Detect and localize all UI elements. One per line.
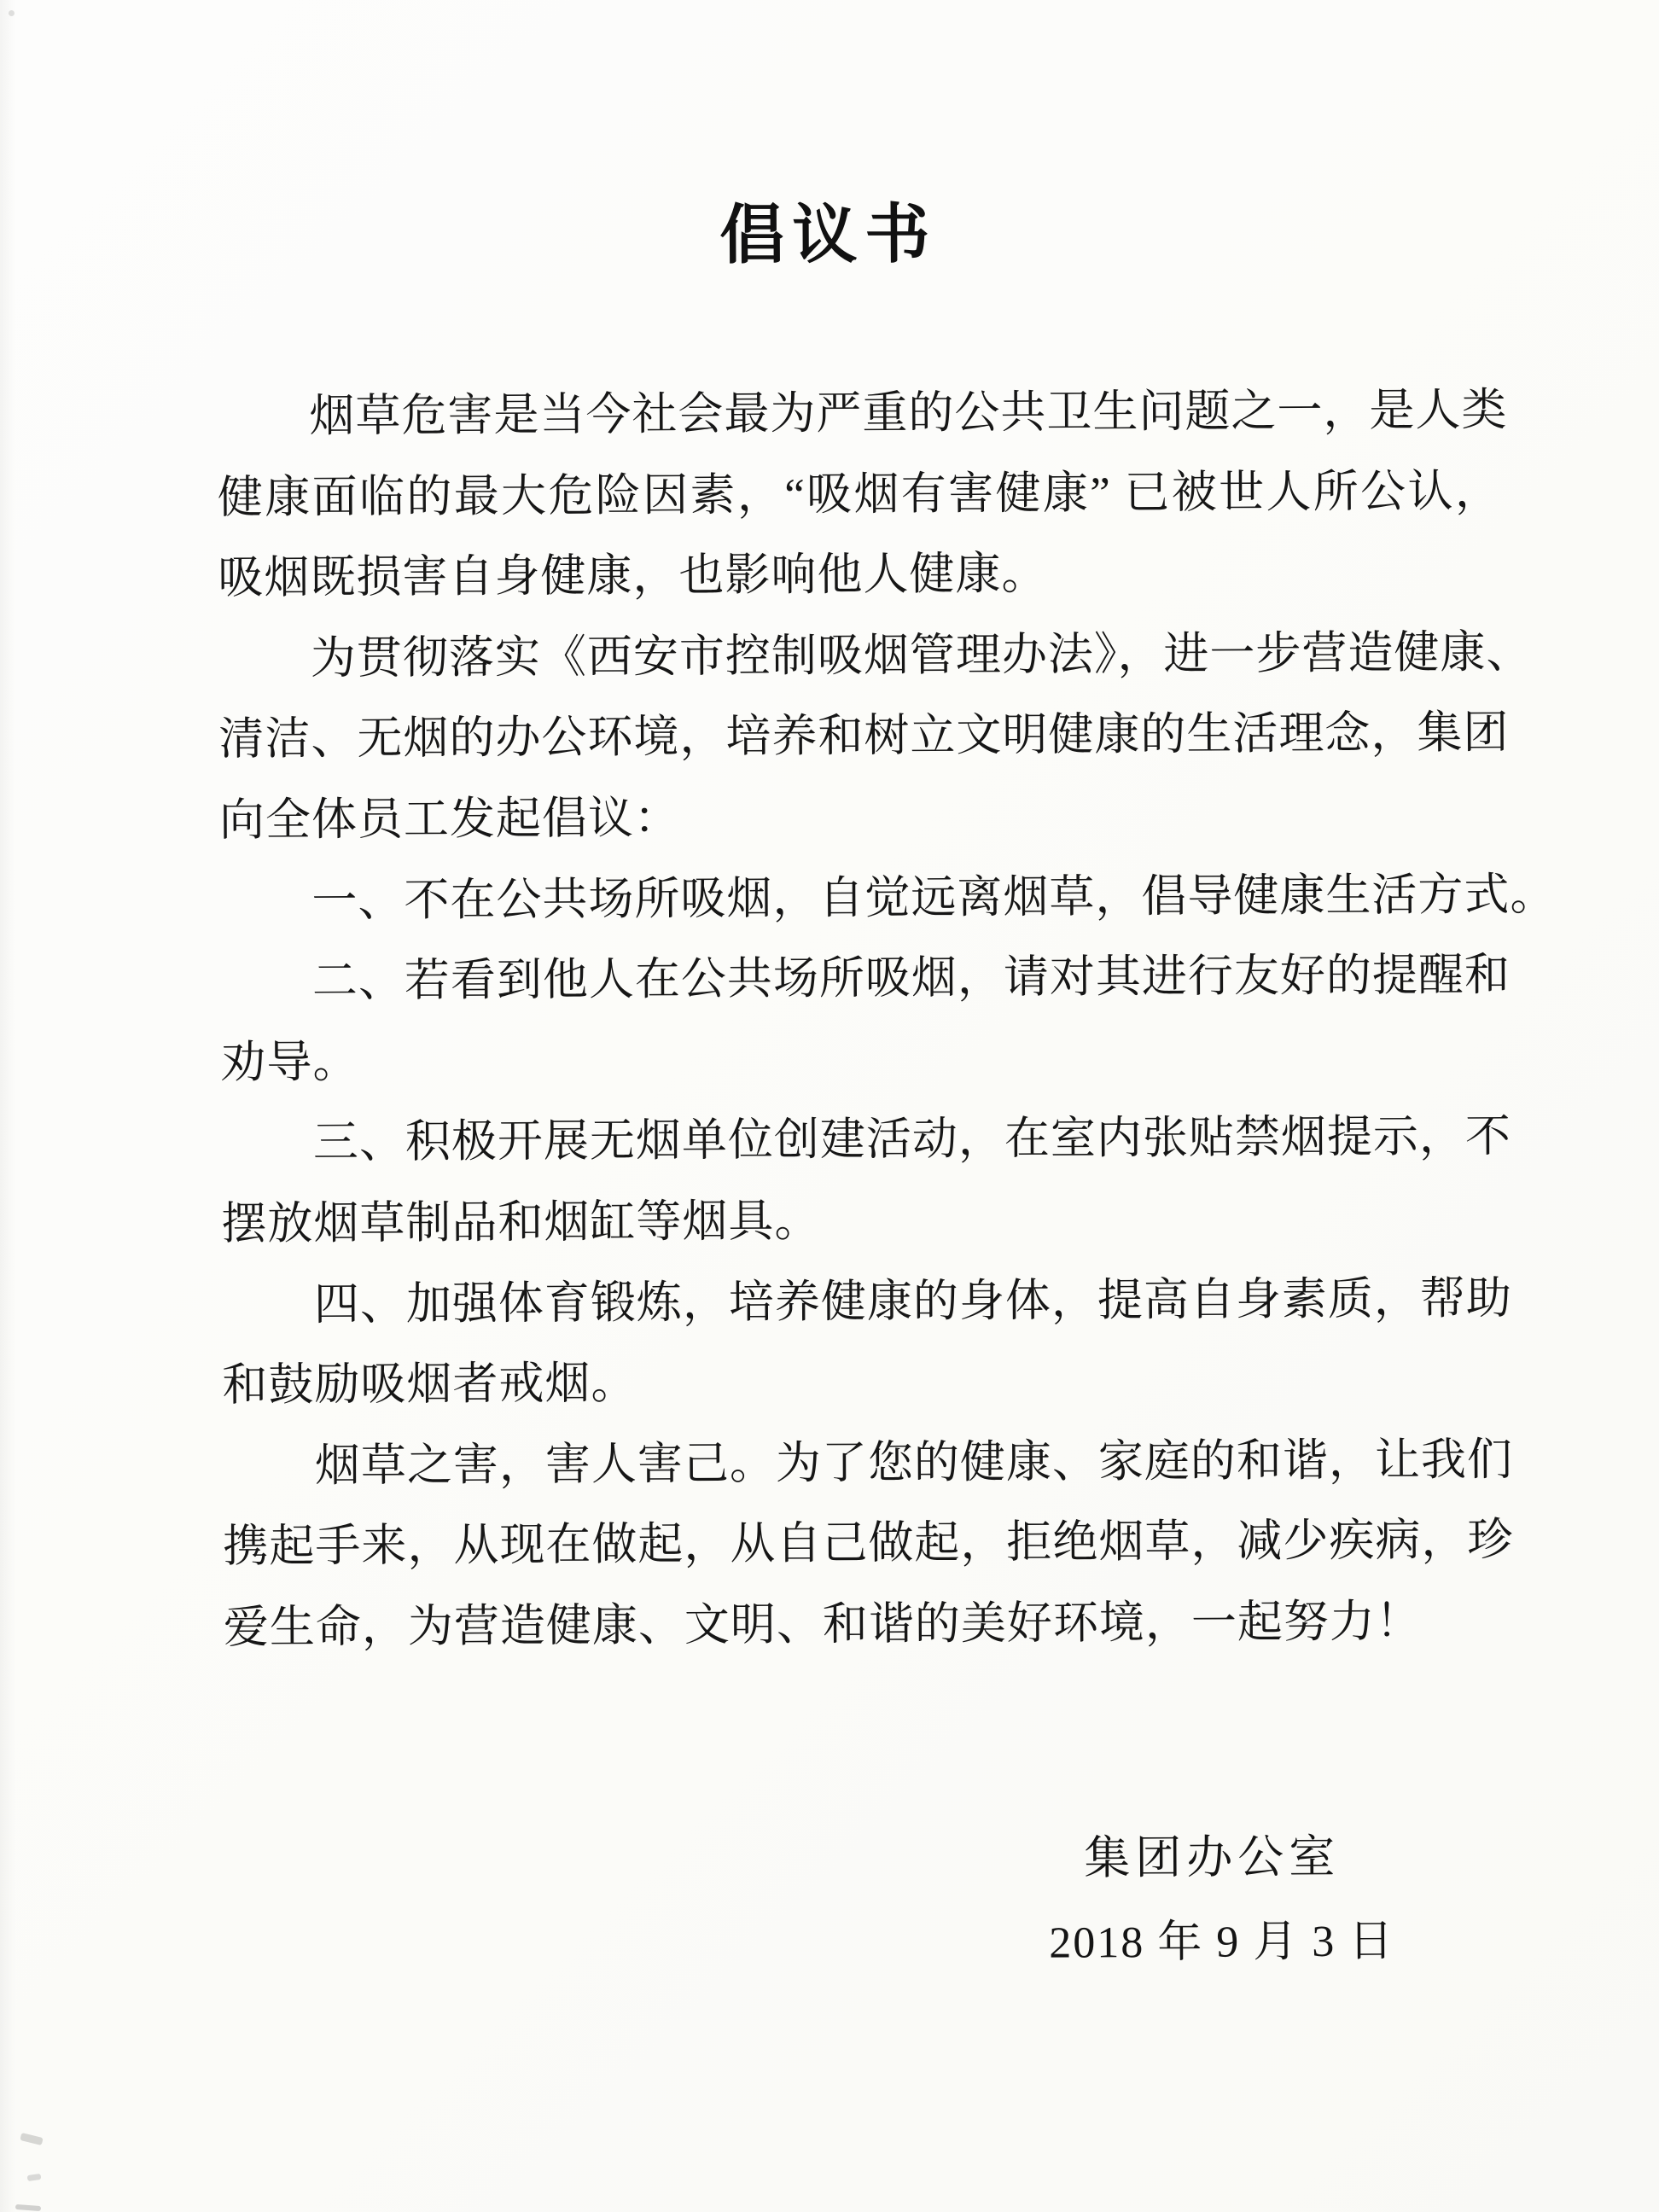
text-line: 烟草危害是当今社会最为严重的公共卫生问题之一，是人类 [309,385,1508,442]
text-line: 烟草之害，害人害己。为了您的健康、家庭的和谐，让我们 [314,1435,1514,1491]
text-line: 二、若看到他人在公共场所吸烟，请对其进行友好的提醒和 [311,950,1511,1007]
text-line: 三、积极开展无烟单位创建活动，在室内张贴禁烟提示，不 [312,1112,1512,1168]
text-line: 四、加强体育锻炼，培养健康的身体，提高自身素质，帮助 [313,1273,1513,1330]
document-body [217,370,1557,1668]
text-line: 和鼓励吸烟者戒烟。 [222,1359,637,1411]
text-line: 清洁、无烟的办公环境，培养和树立文明健康的生活理念，集团 [218,708,1510,765]
signature-date: 2018 年 9 月 3 日 [1049,1917,1395,1968]
scan-artifact [9,10,15,16]
text-line: 吸烟既损害自身健康，也影响他人健康。 [218,549,1048,603]
document-title: 倡 议 书 [719,199,932,272]
text-line: 携起手来，从现在做起，从自己做起，拒绝烟草，减少疾病，珍 [223,1516,1514,1573]
text-line: 健康面临的最大危险因素，“吸烟有害健康” 已被世人所公认， [217,466,1502,523]
text-line: 摆放烟草制品和烟缸等烟具。 [221,1196,821,1249]
text-line: 一、不在公共场所吸烟，自觉远离烟草，倡导健康生活方式。 [311,870,1557,926]
text-line: 为贯彻落实《西安市控制吸烟管理办法》，进一步营造健康、 [310,627,1533,684]
text-line: 劝导。 [220,1037,359,1088]
signature-org: 集团办公室 [1084,1831,1341,1884]
text-line: 向全体员工发起倡议： [218,793,681,846]
text-line: 爱生命，为营造健康、文明、和谐的美好环境，一起努力！ [223,1597,1423,1653]
